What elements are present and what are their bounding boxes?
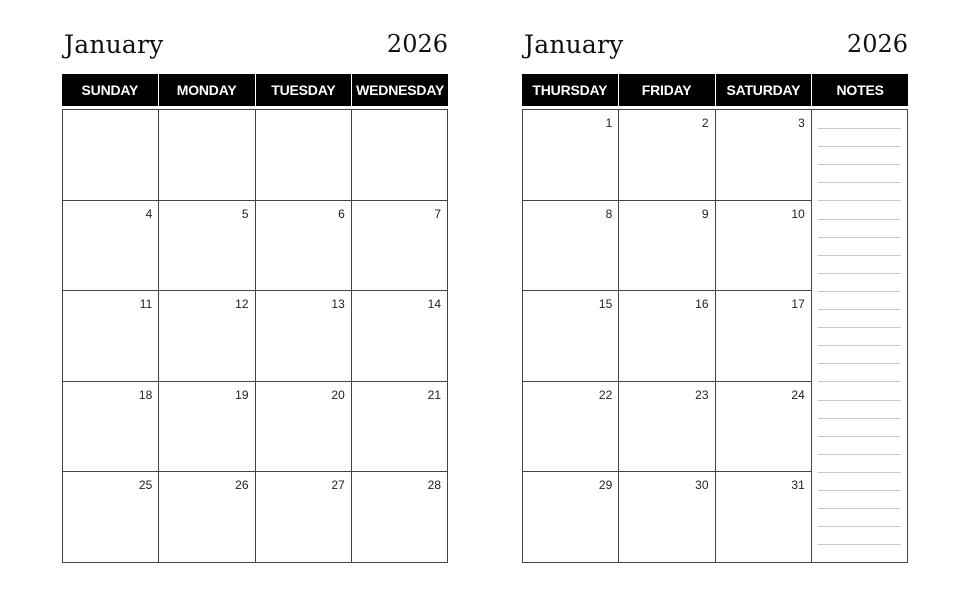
day-number: 9 [701,206,709,221]
day-cell[interactable] [716,291,812,382]
note-line [818,472,901,473]
day-cell[interactable] [256,201,352,292]
day-cell[interactable] [63,201,159,292]
day-number: 17 [791,297,805,312]
note-line [818,381,901,382]
day-cell[interactable] [159,201,255,292]
note-line [818,255,901,256]
day-number: 5 [241,206,249,221]
day-number: 15 [598,297,613,312]
day-cell[interactable] [619,110,715,201]
note-line [818,436,901,437]
day-cell[interactable] [63,382,159,473]
note-line [818,309,901,310]
day-cell[interactable] [523,382,619,473]
day-cell[interactable] [619,291,715,382]
day-number: 14 [427,297,441,312]
day-number: 21 [427,387,441,402]
month-title: January [524,30,624,59]
day-number: 22 [598,387,613,402]
day-number: 13 [331,297,345,312]
day-cell[interactable] [63,110,159,201]
header-notes: NOTES [836,82,884,98]
day-cell[interactable] [352,110,448,201]
note-line [818,146,901,147]
day-number: 1 [605,116,613,130]
day-number: 20 [331,387,345,402]
note-line [818,200,901,201]
note-line [818,418,901,419]
day-number: 24 [791,387,805,402]
day-number: 29 [598,478,613,493]
day-cell[interactable] [352,472,448,563]
day-number: 10 [791,206,805,221]
day-number: 30 [695,478,709,493]
day-cell[interactable] [619,382,715,473]
left-title-row [62,30,448,70]
header-sunday: SUNDAY [62,74,159,106]
day-cell[interactable] [619,201,715,292]
note-line [818,273,901,274]
calendar-grid-left [62,109,448,563]
header-thursday: THURSDAY [522,74,619,106]
year-title: 2026 [386,30,448,58]
header-friday: FRIDAY [619,74,716,106]
day-cell[interactable] [523,110,619,201]
day-number: 23 [695,387,709,402]
day-cell[interactable] [619,472,715,563]
note-line [818,327,901,328]
header-wednesday: WEDNESDAY [356,82,445,98]
day-number: 12 [235,297,249,312]
note-line [818,164,901,165]
day-number: 25 [138,478,153,493]
calendar-grid-right [522,109,908,563]
day-number: 3 [798,116,805,130]
note-line [818,237,901,238]
header-monday: MONDAY [159,74,256,106]
year-title: 2026 [846,30,908,58]
day-cell[interactable] [159,291,255,382]
day-number: 18 [138,387,153,402]
day-cell[interactable] [63,472,159,563]
day-cell[interactable] [256,472,352,563]
day-number: 19 [235,387,249,402]
note-line [818,490,901,491]
day-number: 6 [338,206,345,221]
right-title-row [522,30,908,70]
day-cell[interactable] [63,291,159,382]
note-line [818,400,901,401]
day-cell[interactable] [523,472,619,563]
note-line [818,544,901,545]
day-number: 31 [791,478,805,493]
day-cell[interactable] [716,472,812,563]
note-line [818,454,901,455]
day-cell[interactable] [352,291,448,382]
day-number: 11 [139,297,153,312]
note-line [818,345,901,346]
note-line [818,363,901,364]
day-cell[interactable] [523,201,619,292]
weekday-header [62,74,448,106]
day-cell[interactable] [256,110,352,201]
day-number: 26 [235,478,249,493]
note-line [818,291,901,292]
weekday-header [522,74,908,106]
day-cell[interactable] [352,382,448,473]
header-tuesday: TUESDAY [256,74,353,106]
day-cell[interactable] [159,472,255,563]
day-cell[interactable] [716,382,812,473]
day-cell[interactable] [256,291,352,382]
note-line [818,508,901,509]
note-line [818,219,901,220]
day-number: 7 [434,206,441,221]
day-number: 16 [695,297,709,312]
day-cell[interactable] [352,201,448,292]
day-cell[interactable] [256,382,352,473]
day-number: 27 [331,478,345,493]
notes-area[interactable] [812,110,908,563]
day-cell[interactable] [523,291,619,382]
note-line [818,526,901,527]
day-number: 2 [701,116,709,130]
day-cell[interactable] [716,201,812,292]
day-cell[interactable] [716,110,812,201]
note-line [818,182,901,183]
note-line [818,128,901,129]
day-cell[interactable] [159,382,255,473]
header-saturday: SATURDAY [716,74,813,106]
month-title: January [64,30,164,59]
day-number: 4 [145,206,153,221]
day-number: 28 [427,478,441,493]
day-cell[interactable] [159,110,255,201]
day-number: 8 [605,206,613,221]
